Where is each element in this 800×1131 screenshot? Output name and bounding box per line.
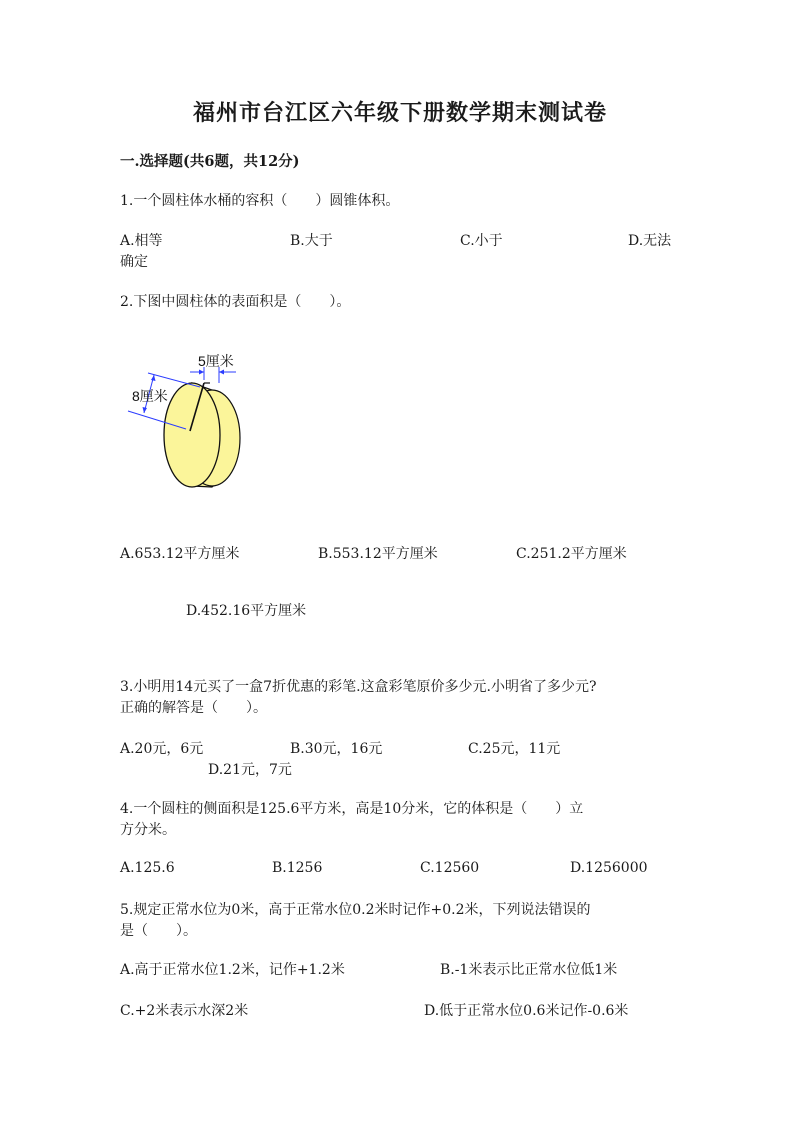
question-4-stem: 4.一个圆柱的侧面积是125.6平方米，高是10分米，它的体积是（ ）立 (120, 801, 584, 817)
question-4-stem-line-2: 方分米。 (120, 822, 176, 838)
radius-label: 8厘米 (132, 388, 168, 404)
question-2-option-c: C.251.2平方厘米 (516, 546, 627, 562)
question-4-option-d: D.1256000 (570, 860, 648, 876)
question-1-option-a: A.相等 (120, 233, 163, 249)
question-1-option-c: C.小于 (460, 233, 503, 249)
question-3-option-d: D.21元，7元 (208, 762, 292, 778)
question-2-option-d: D.452.16平方厘米 (186, 603, 307, 619)
question-1-option-d-continued: 确定 (120, 254, 148, 270)
cylinder-figure (120, 345, 260, 505)
question-5-option-c: C.+2米表示水深2米 (120, 1003, 249, 1019)
question-5-option-b: B.-1米表示比正常水位低1米 (440, 962, 618, 978)
question-3-option-c: C.25元，11元 (468, 741, 561, 757)
question-2-stem: 2.下图中圆柱体的表面积是（ ）。 (120, 294, 351, 310)
question-1-option-b: B.大于 (290, 233, 333, 249)
question-4-option-c: C.12560 (420, 860, 480, 876)
question-5-option-a: A.高于正常水位1.2米，记作+1.2米 (120, 962, 345, 978)
question-3-option-b: B.30元，16元 (290, 741, 383, 757)
question-5-stem: 5.规定正常水位为0米，高于正常水位0.2米时记作+0.2米，下列说法错误的 (120, 902, 591, 918)
cylinder-front-face (164, 383, 220, 487)
question-3-stem: 3.小明用14元买了一盒7折优惠的彩笔.这盒彩笔原价多少元.小明省了多少元? (120, 679, 597, 695)
question-5-option-d: D.低于正常水位0.6米记作-0.6米 (424, 1003, 629, 1019)
question-3-option-a: A.20元，6元 (120, 741, 204, 757)
question-1-option-d: D.无法 (628, 233, 672, 249)
question-4-option-b: B.1256 (272, 860, 323, 876)
height-label: 5厘米 (198, 353, 234, 369)
question-3-stem-line-2: 正确的解答是（ ）。 (120, 700, 267, 716)
question-5-stem-line-2: 是（ ）。 (120, 923, 197, 939)
question-2-option-a: A.653.12平方厘米 (120, 546, 240, 562)
question-4-option-a: A.125.6 (120, 860, 175, 876)
question-2-option-b: B.553.12平方厘米 (318, 546, 438, 562)
page-title: 福州市台江区六年级下册数学期末测试卷 (192, 100, 607, 126)
question-1-stem: 1.一个圆柱体水桶的容积（ ）圆锥体积。 (120, 193, 400, 209)
section-heading: 一.选择题(共6题，共12分) (120, 153, 300, 170)
